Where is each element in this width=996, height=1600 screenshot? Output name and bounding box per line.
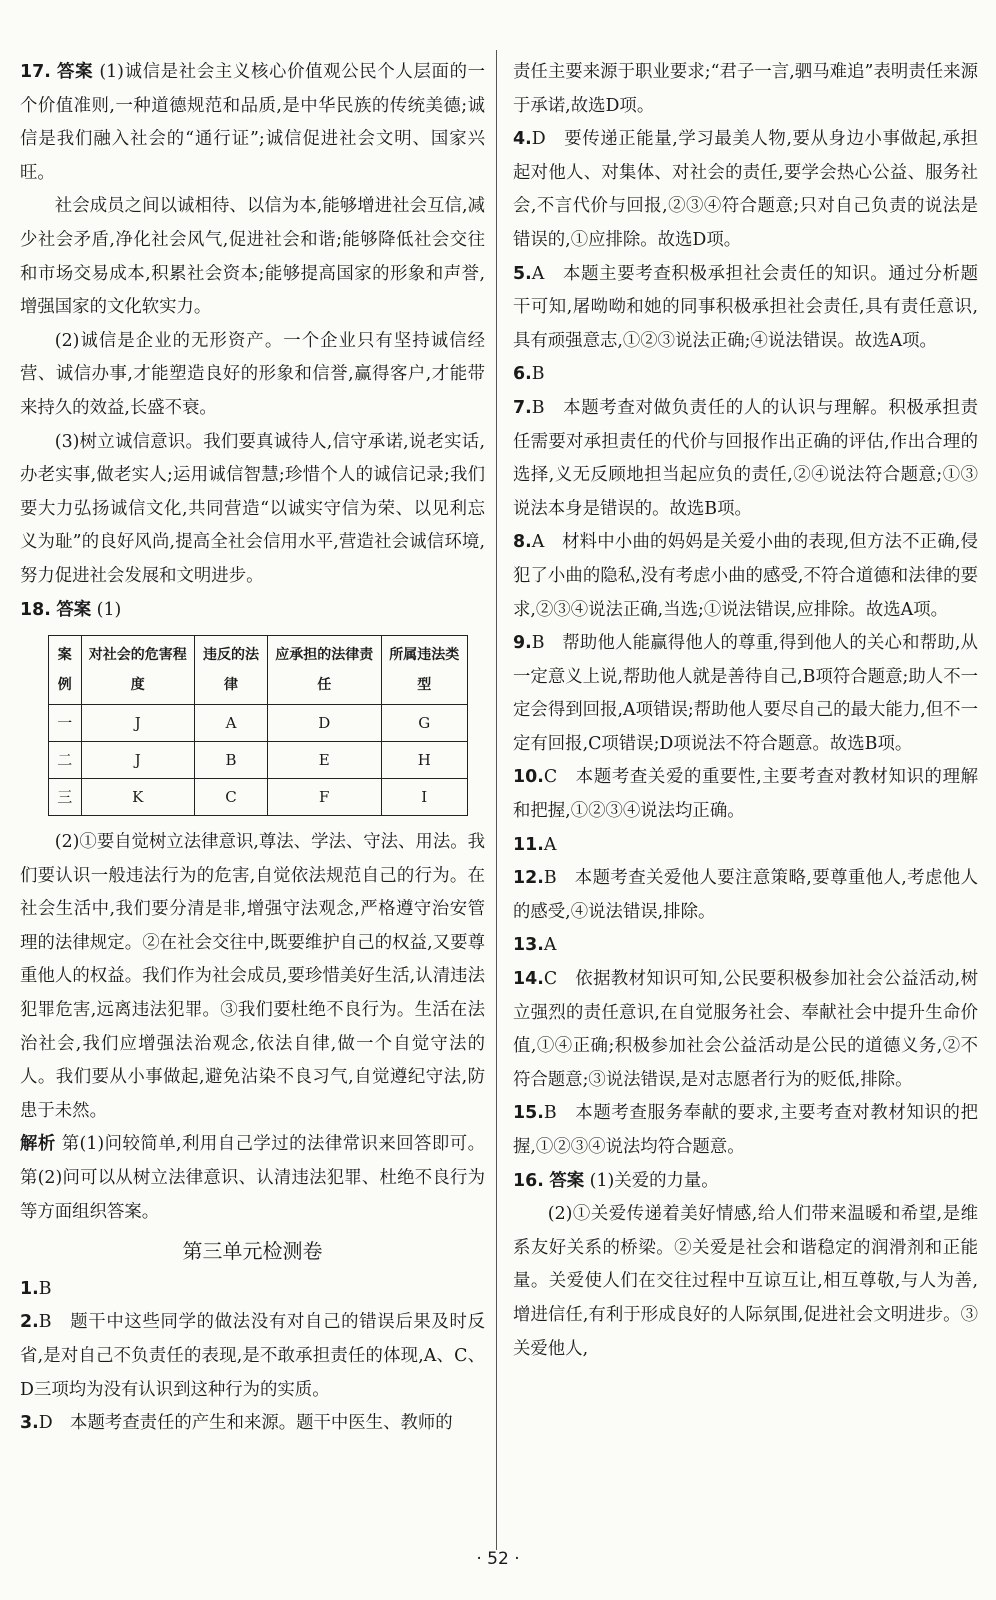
answer-number: 10. [513,767,544,788]
table-cell: J [81,705,195,742]
analysis-text: 第(1)问较简单,利用自己学过的法律常识来回答即可。第(2)问可以从树立法律意识、认清违法犯罪、杜绝不良行为等方面组织答案。 [20,1134,485,1222]
answer-number: 1. [20,1278,39,1299]
answer-label: 答案 [57,62,94,82]
unit3-answer-14 [513,963,978,1097]
table-cell: A [195,705,268,742]
q18-answer [20,594,485,628]
answer-text: A [543,834,557,855]
unit3-answer-15 [513,1097,978,1164]
table-cell: K [81,779,195,816]
table-row [49,705,468,742]
answer-text: C 本题考查关爱的重要性,主要考查对教材知识的理解和把握,①②③④说法均正确。 [513,767,978,822]
answer-number: 4. [513,129,532,150]
q18-number: 18. [20,599,51,620]
answer-number: 15. [513,1103,544,1124]
unit3-answer-7 [513,392,978,526]
table-cell: 二 [49,742,82,779]
table-cell: F [268,779,382,816]
table-header-cell: 违反的法律 [195,636,268,705]
table-cell: 一 [49,705,82,742]
answer-number: 11. [513,834,544,855]
q17-part1: (1)诚信是社会主义核心价值观公民个人层面的一个价值准则,一种道德规范和品质,是中华民族的传统美德;诚信是我们融入社会的“通行证”;诚信促进社会文明、国家兴旺。 [20,62,486,183]
q17-paragraph-4: (3)树立诚信意识。我们要真诚待人,信守承诺,说老实话,办老实事,做老实人;运用诚信智慧;珍惜个人的诚信记录;我们要大力弘扬诚信文化,共同营造“以诚实守信为荣、以见利忘义为耻”的良好风尚,提高全社会信用水平,营造社会诚信环境,努力促进社会发展和文明进步。 [20,431,485,586]
table-cell: B [195,742,268,779]
q16-number: 16. [513,1170,544,1191]
left-column [20,56,485,1441]
answer-text: B 帮助他人能赢得他人的尊重,得到他人的关心和帮助,从一定意义上说,帮助他人就是善待自己,B项符合题意;助人不一定会得到回报,A项错误;帮助他人要尽自己的最大能力,但不一定有回报,C项错误;D项说法不符合题意。故选B项。 [513,633,978,754]
q17-paragraph-2: 社会成员之间以诚相待、以信为本,能够增进社会互信,减少社会矛盾,净化社会风气,促进社会和谐;能够降低社会交往和市场交易成本,积累社会资本;能够提高国家的形象和声誉,增强国家的文化软实力。 [20,196,485,318]
table-row [49,742,468,779]
section-title: 第三单元检测卷 [182,1239,323,1264]
page-number-value: 52 [487,1549,509,1569]
unit3-answer-13 [513,929,978,963]
table-header-cell: 所属违法类型 [381,636,468,705]
unit3-answer-3 [20,1407,485,1441]
unit3-answer-2 [20,1306,485,1407]
answer-number: 6. [513,364,532,385]
table-header-row [49,636,468,705]
unit3-answer-1 [20,1273,485,1307]
answer-number: 5. [513,263,532,284]
unit3-answer-12 [513,862,978,929]
unit3-answer-6 [513,358,978,392]
answer-number: 13. [513,935,544,956]
answer-number: 12. [513,868,544,889]
answer-number: 9. [513,633,532,654]
table-cell: G [381,705,468,742]
table-row [49,779,468,816]
table-header-cell: 案例 [49,636,82,705]
unit3-answer-5 [513,258,978,359]
answer-number: 3. [20,1413,39,1434]
answer-text: A [543,935,557,956]
column-divider [496,50,497,1550]
table-cell: D [268,705,382,742]
table-header-cell: 应承担的法律责任 [268,636,382,705]
answer-number: 7. [513,397,532,418]
q17-answer [20,56,485,190]
answer-text: B 本题考查服务奉献的要求,主要考查对教材知识的把握,①②③④说法均符合题意。 [513,1103,978,1157]
answer-number: 2. [20,1312,39,1333]
q17-number: 17. [20,62,51,82]
unit3-answer-11 [513,829,978,863]
answer-label: 答案 [56,599,92,620]
unit3-answer-4 [513,123,978,257]
answer-text: D 要传递正能量,学习最美人物,要从身边小事做起,承担起对他人、对集体、对社会的责任,要学会热心公益、服务社会,不言代价与回报,②③④符合题意;只对自己负责的说法是错误的,①应排除。故选D项。 [513,129,978,250]
unit3-answer-3-continued: 责任主要来源于职业要求;“君子一言,驷马难追”表明责任来源于承诺,故选D项。 [513,62,978,116]
q18-part1-label: (1) [96,599,122,620]
answer-number: 8. [513,532,532,553]
unit3-answer-8 [513,526,978,627]
unit3-answer-9 [513,627,978,761]
q16-part2: (2)①关爱传递着美好情感,给人们带来温暖和希望,是维系友好关系的桥梁。②关爱是社会和谐稳定的润滑剂和正能量。关爱使人们在交往过程中互谅互让,相互尊敬,与人为善,增进信任,有利于形成良好的人际氛围,促进社会文明进步。③关爱他人, [513,1204,978,1359]
answer-label: 答案 [549,1170,585,1191]
law-case-table [48,635,468,816]
answer-text: A 本题主要考查积极承担社会责任的知识。通过分析题干可知,屠呦呦和她的同事积极承担社会责任,具有责任意识,具有顽强意志,①②③说法正确;④说法错误。故选A项。 [513,263,978,351]
table-cell: 三 [49,779,82,816]
page-number: · 52 · [476,1549,520,1569]
table-cell: E [268,742,382,779]
answer-text: A 材料中小曲的妈妈是关爱小曲的表现,但方法不正确,侵犯了小曲的隐私,没有考虑小曲的感受,不符合道德和法律的要求,②③④说法正确,当选;①说法错误,应排除。故选A项。 [513,532,978,620]
table-cell: H [381,742,468,779]
answer-text: D 本题考查责任的产生和来源。题干中医生、教师的 [38,1413,453,1434]
q16-part1: (1)关爱的力量。 [589,1170,719,1191]
answer-text: B [38,1278,52,1299]
unit3-answer-10 [513,761,978,828]
answer-text: B 本题考查关爱他人要注意策略,要尊重他人,考虑他人的感受,④说法错误,排除。 [513,868,978,922]
table-header-cell: 对社会的危害程度 [81,636,195,705]
q18-analysis [20,1128,485,1229]
answer-text: B 题干中这些同学的做法没有对自己的错误后果及时反省,是对自己不负责任的表现,是不敢承担责任的体现,A、C、D三项均为没有认识到这种行为的实质。 [20,1312,485,1400]
table-cell: J [81,742,195,779]
right-column [513,56,978,1366]
q18-part2: (2)①要自觉树立法律意识,尊法、学法、守法、用法。我们要认识一般违法行为的危害,自觉依法规范自己的行为。在社会生活中,我们要分清是非,增强守法观念,严格遵守治安管理的法律规定。②在社会交往中,既要维护自己的权益,又要尊重他人的权益。我们作为社会成员,要珍惜美好生活,认清违法犯罪危害,远离违法犯罪。③我们要杜绝不良行为。生活在法治社会,我们应增强法治观念,依法自律,做一个自觉守法的人。我们要从小事做起,避免沾染不良习气,自觉遵纪守法,防患于未然。 [20,832,485,1121]
answer-text: B [531,364,545,385]
q17-paragraph-3: (2)诚信是企业的无形资产。一个企业只有坚持诚信经营、诚信办事,才能塑造良好的形象和信誉,赢得客户,才能带来持久的效益,长盛不衰。 [20,330,485,418]
table-cell: I [381,779,468,816]
analysis-label: 解析 [20,1134,56,1155]
unit3-answer-16 [513,1165,978,1199]
answer-text: B 本题考查对做负责任的人的认识与理解。积极承担责任需要对承担责任的代价与回报作出正确的评估,作出合理的选择,义无反顾地担当起应负的责任,②④说法符合题意;①③说法本身是错误的。故选B项。 [513,397,978,519]
table-cell: C [195,779,268,816]
answer-number: 14. [513,969,544,990]
answer-text: C 依据教材知识可知,公民要积极参加社会公益活动,树立强烈的责任意识,在自觉服务社会、奉献社会中提升生命价值,①④正确;积极参加社会公益活动是公民的道德义务,②不符合题意;③说法错误,是对志愿者行为的贬低,排除。 [513,969,978,1090]
